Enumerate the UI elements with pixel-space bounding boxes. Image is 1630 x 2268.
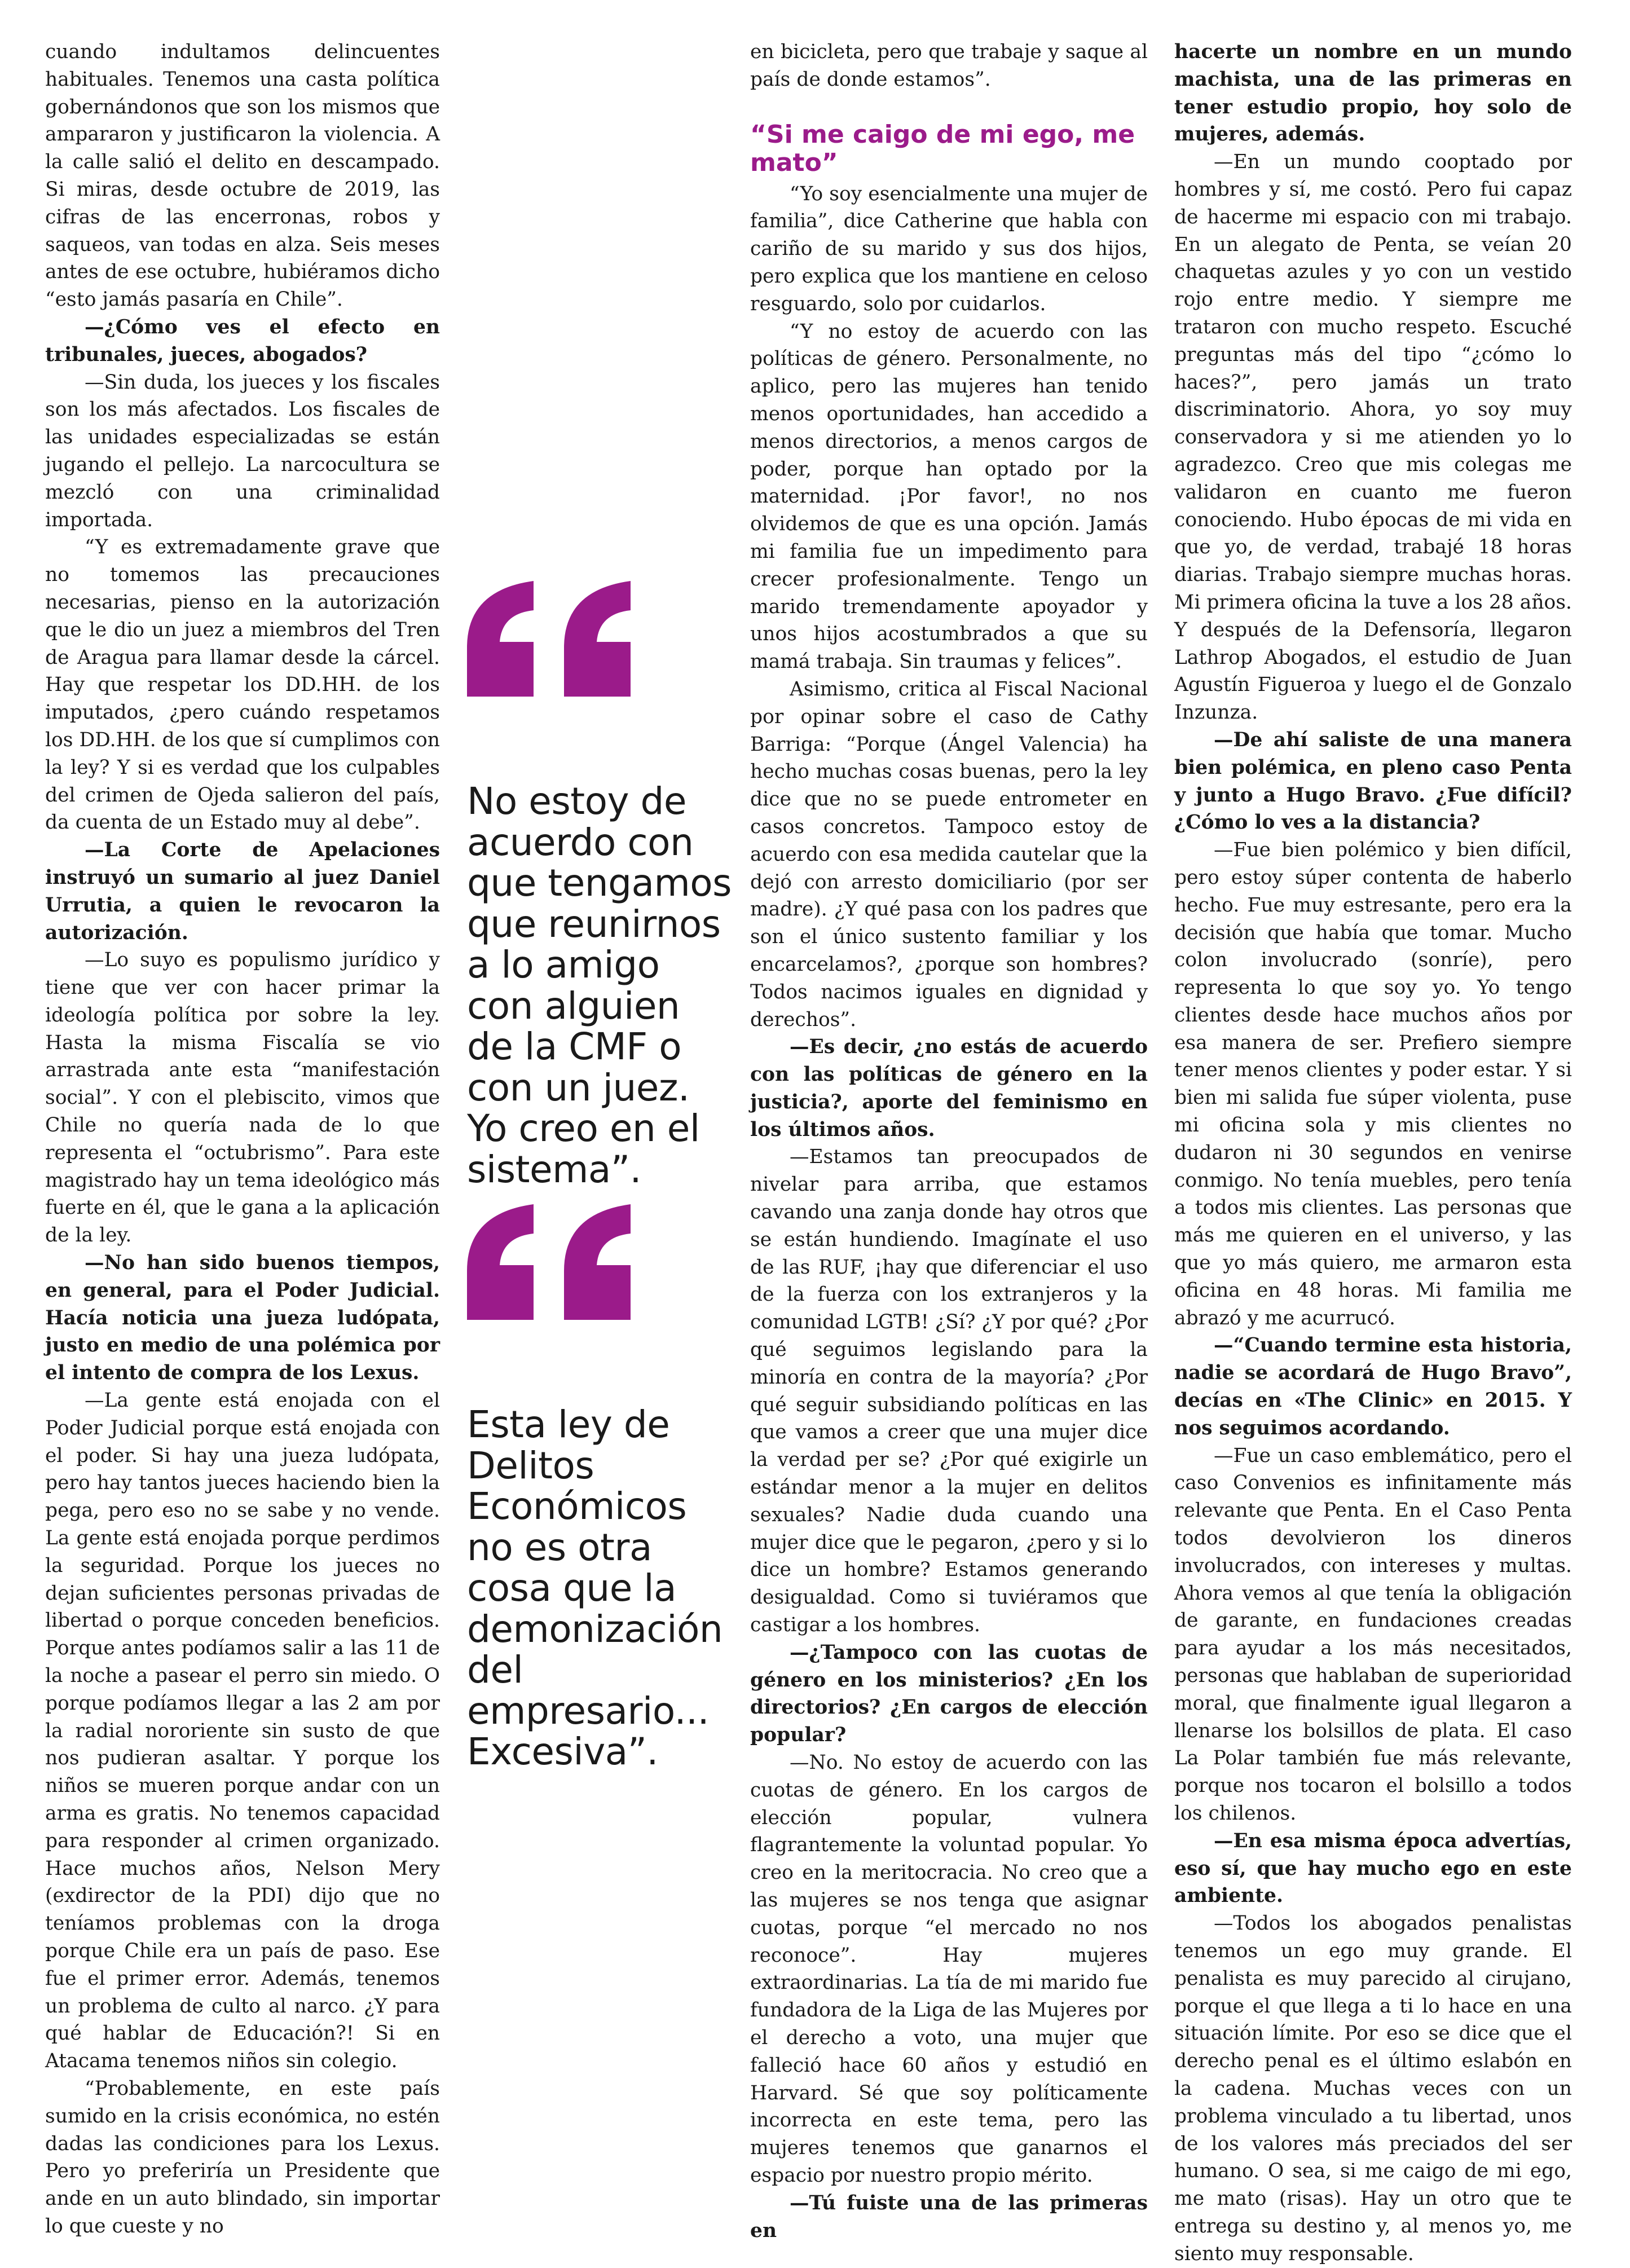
paragraph: —Fue un caso emblemático, pero el caso Convenios es infinitamente más relevante que Penta. En el Caso Penta todos devolvieron los dineros involucrados, con intereses y multas. Ahora vemos al que tenía la obligación de garante, en fundaciones creadas para ayudar a los más necesitados, personas que hablaban de superioridad moral, que finalmente igual llegaron a llenarse los bolsillos de plata. El caso La Polar también fue más relevante, porque nos tocaron el bolsillo a todos los chilenos. [1174, 1444, 1572, 1825]
pull-quote-2 [467, 1204, 732, 1773]
paragraph: “Yo soy esencialmente una mujer de familia”, dice Catherine que habla con cariño de su marido y sus dos hijos, pero explica que los mantiene en celoso resguardo, solo por cuidarlos. [750, 182, 1148, 315]
section-heading: “Si me caigo de mi ego, me mato” [750, 120, 1135, 177]
interview-question: —La Corte de Apelaciones instruyó un sumario al juez Daniel Urrutia, a quien le revocaron la autorización. [45, 839, 440, 944]
interview-question: —Es decir, ¿no estás de acuerdo con las políticas de género en la justicia?, aporte del feminismo en los últimos años. [750, 1036, 1148, 1141]
paragraph: —Fue bien polémico y bien difícil, pero estoy súper contenta de haberlo hecho. Fue muy estresante, pero era la decisión que había que tomar. Mucho colon involucrado (sonríe), pero representa lo que soy yo. Yo tengo clientes desde hace muchos años por esa manera de ser. Prefiero siempre tener menos clientes y poder estar. Y si bien mi salida fue súper violenta, puse mi oficina sola y mis clientes no dudaron ni 30 segundos en venirse conmigo. No tenía muebles, pero tenía a todos mis clientes. Las personas que más me quieren en el universo, y las que yo más quiero, me armaron esta oficina en 48 horas. Mi familia me abrazó y me acurrucó. [1174, 839, 1572, 1329]
open-quote-icon [467, 1204, 631, 1320]
interview-question: —¿Cómo ves el efecto en tribunales, jueces, abogados? [45, 315, 440, 366]
paragraph: “Y es extremadamente grave que no tomemos las precauciones necesarias, pienso en la autorización que le dio un juez a miembros del Tren de Aragua para llamar desde la cárcel. Hay que respetar los DD.HH. de los imputados, ¿pero cuándo respetamos los DD.HH. de los que sí cumplimos con la ley? Y si es verdad que los culpables del crimen de Ojeda salieron del país, da cuenta de un Estado muy al debe”. [45, 536, 440, 834]
paragraph: “Probablemente, en este país sumido en la crisis económica, no estén dadas las condiciones para los Lexus. Pero yo preferiría un Presidente que ande en un auto blindado, sin importar lo que cueste y no [45, 2077, 440, 2238]
text-column-3 [750, 38, 1148, 2242]
paragraph: —La gente está enojada con el Poder Judicial porque está enojada con el poder. Si hay una jueza ludópata, pero hay tantos jueces haciendo bien la pega, pero eso no se sabe y no vende. La gente está enojada porque perdimos la seguridad. Porque los jueces no dejan suficientes personas privadas de libertad o porque conceden beneficios. Porque antes podíamos salir a las 11 de la noche a pasear el perro sin miedo. O porque podíamos llegar a las 2 am por la radial nororiente sin susto de que nos pudieran asaltar. Y porque los niños se mueren porque andar con un arma es gratis. No tenemos capacidad para responder al crimen organizado. Hace muchos años, Nelson Mery (exdirector de la PDI) dijo que no teníamos problemas con la droga porque Chile era un país de paso. Ese fue el primer error. Además, tenemos un problema de culto al narco. ¿Y para qué hablar de Educación?! Si en Atacama tenemos niños sin colegio. [45, 1389, 440, 2073]
interview-question: —De ahí saliste de una manera bien polémica, en pleno caso Penta y junto a Hugo Bravo. ¿Fue difícil? ¿Cómo lo ves a la distancia? [1174, 728, 1572, 834]
column-3-body [750, 180, 1148, 2245]
pull-quote-1-text: No estoy de acuerdo con que tengamos que reunirnos a lo amigo con alguien de la CMF o con un juez. Yo creo en el sistema”. [467, 780, 732, 1191]
column-3-lead: en bicicleta, pero que trabaje y saque al país de donde estamos”. [750, 41, 1148, 91]
paragraph: —Todos los abogados penalistas tenemos un ego muy grande. El penalista es muy parecido al cirujano, porque el que llega a ti lo hace en una situación límite. Por eso se dice que el derecho penal es el último eslabón en la cadena. Muchas veces con un problema vinculado a tu libertad, unos de los valores más preciados del ser humano. O sea, si me caigo de mi ego, me mato (risas). Hay un otro que te entrega su destino y, al menos yo, me siento muy responsable. [1174, 1912, 1572, 2265]
open-quote-icon [467, 581, 631, 697]
text-column-4 [1174, 38, 1572, 2265]
interview-question: hacerte un nombre en un mundo machista, una de las primeras en tener estudio propio, hoy solo de mujeres, además. [1174, 41, 1572, 146]
pull-quote-1 [467, 581, 732, 1190]
paragraph: —Lo suyo es populismo jurídico y tiene que ver con hacer primar la ideología política por sobre la ley. Hasta la misma Fiscalía se vio arrastrada ante esta “manifestación social”. Y con el plebiscito, vimos que Chile no quería nada de lo que representa el “octubrismo”. Para este magistrado hay un tema ideológico más fuerte en él, que le gana a la aplicación de la ley. [45, 949, 440, 1247]
paragraph: —En un mundo cooptado por hombres y sí, me costó. Pero fui capaz de hacerme mi espacio con mi trabajo. En un alegato de Penta, se veían 20 chaquetas azules y yo con un vestido rojo entre medio. Y siempre me trataron con mucho respeto. Escuché preguntas más del tipo “¿cómo lo haces?”, pero jamás un trato discriminatorio. Ahora, yo soy muy conservadora y si me atienden yo lo agradezco. Creo que mis colegas me validaron en cuanto me fueron conociendo. Hubo épocas de mi vida en que yo, de verdad, trabajé 18 horas diarias. Trabajo siempre muchas horas. Mi primera oficina la tuve a los 28 años. Y después de la Defensoría, llegaron Lathrop Abogados, el estudio de Juan Agustín Figueroa y luego el de Gonzalo Inzunza. [1174, 151, 1572, 724]
interview-question: —¿Tampoco con las cuotas de género en los ministerios? ¿En los directorios? ¿En cargos de elección popular? [750, 1641, 1148, 1747]
interview-question: —“Cuando termine esta historia, nadie se acordará de Hugo Bravo”, decías en «The Clinic» en 2015. Y nos seguimos acordando. [1174, 1334, 1572, 1439]
quote-mark-icon [467, 581, 631, 697]
paragraph: cuando indultamos delincuentes habituales. Tenemos una casta política gobernándonos que son los mismos que ampararon y justificaron la violencia. A la calle salió el delito en descampado. Si miras, desde octubre de 2019, las cifras de las encerronas, robos y saqueos, van todas en alza. Seis meses antes de ese octubre, hubiéramos dicho “esto jamás pasaría en Chile”. [45, 41, 440, 311]
paragraph: “Y no estoy de acuerdo con las políticas de género. Personalmente, no aplico, pero las mujeres han tenido menos oportunidades, han accedido a menos directorios, a menos cargos de poder, porque han optado por la maternidad. ¡Por favor!, no nos olvidemos de que es una opción. Jamás mi familia fue un impedimento para crecer profesionalmente. Tengo un marido tremendamente apoyador y unos hijos acostumbrados a que su mamá trabaja. Sin traumas y felices”. [750, 320, 1148, 673]
paragraph: Asimismo, critica al Fiscal Nacional por opinar sobre el caso de Cathy Barriga: “Porque (Ángel Valencia) ha hecho muchas cosas buenas, pero la ley dice que no se puede entrometer en casos concretos. Tampoco estoy de acuerdo con esa medida cautelar que la dejó con arresto domiciliario (por ser madre). ¿Y qué pasa con los padres que son el único sustento familiar y los encarcelamos?, ¿porque son hombres? Todos nacimos iguales en dignidad y derechos”. [750, 677, 1148, 1031]
quote-mark-icon [467, 1204, 631, 1320]
interview-question: —No han sido buenos tiempos, en general, para el Poder Judicial. Hacía noticia una jueza ludópata, justo en medio de una polémica por el intento de compra de los Lexus. [45, 1252, 440, 1385]
text-column-1 [45, 38, 440, 2238]
pull-quote-2-text: Esta ley de Delitos Económicos no es otra cosa que la demonización del empresario... Excesiva”. [467, 1403, 723, 1773]
paragraph: —No. No estoy de acuerdo con las cuotas de género. En los cargos de elección popular, vulnera flagrantemente la voluntad popular. Yo creo en la meritocracia. No creo que a las mujeres se nos tenga que asignar cuotas, porque “el mercado no nos reconoce”. Hay mujeres extraordinarias. La tía de mi marido fue fundadora de la Liga de las Mujeres por el derecho a voto, una mujer que falleció hace 60 años y estudió en Harvard. Sé que soy políticamente incorrecta en este tema, pero las mujeres tenemos que ganarnos el espacio por nuestro propio mérito. [750, 1751, 1148, 2187]
paragraph: —Estamos tan preocupados de nivelar para arriba, que estamos cavando una zanja donde hay otros que se están hundiendo. Imagínate el uso de las RUF, ¡hay que diferenciar el uso de la fuerza con los extranjeros y la comunidad LGTB! ¿Sí? ¿Y por qué? ¿Por qué seguimos legislando para la minoría en contra de la mayoría? ¿Por qué seguir subsidiando políticas en las que vamos a creer que una mujer dice la verdad per se? ¿Por qué exigirle un estándar menor a la mujer en delitos sexuales? Nadie duda cuando una mujer dice que le pegaron, ¿pero y si lo dice un hombre? Estamos generando desigualdad. Como si tuviéramos que castigar a los hombres. [750, 1146, 1148, 1637]
paragraph: —Sin duda, los jueces y los fiscales son los más afectados. Los fiscales de las unidades especializadas se están jugando el pellejo. La narcocultura se mezcló con una criminalidad importada. [45, 371, 440, 531]
interview-question: —En esa misma época advertías, eso sí, que hay mucho ego en este ambiente. [1174, 1829, 1572, 1908]
interview-question: —Tú fuiste una de las primeras en [750, 2191, 1148, 2242]
